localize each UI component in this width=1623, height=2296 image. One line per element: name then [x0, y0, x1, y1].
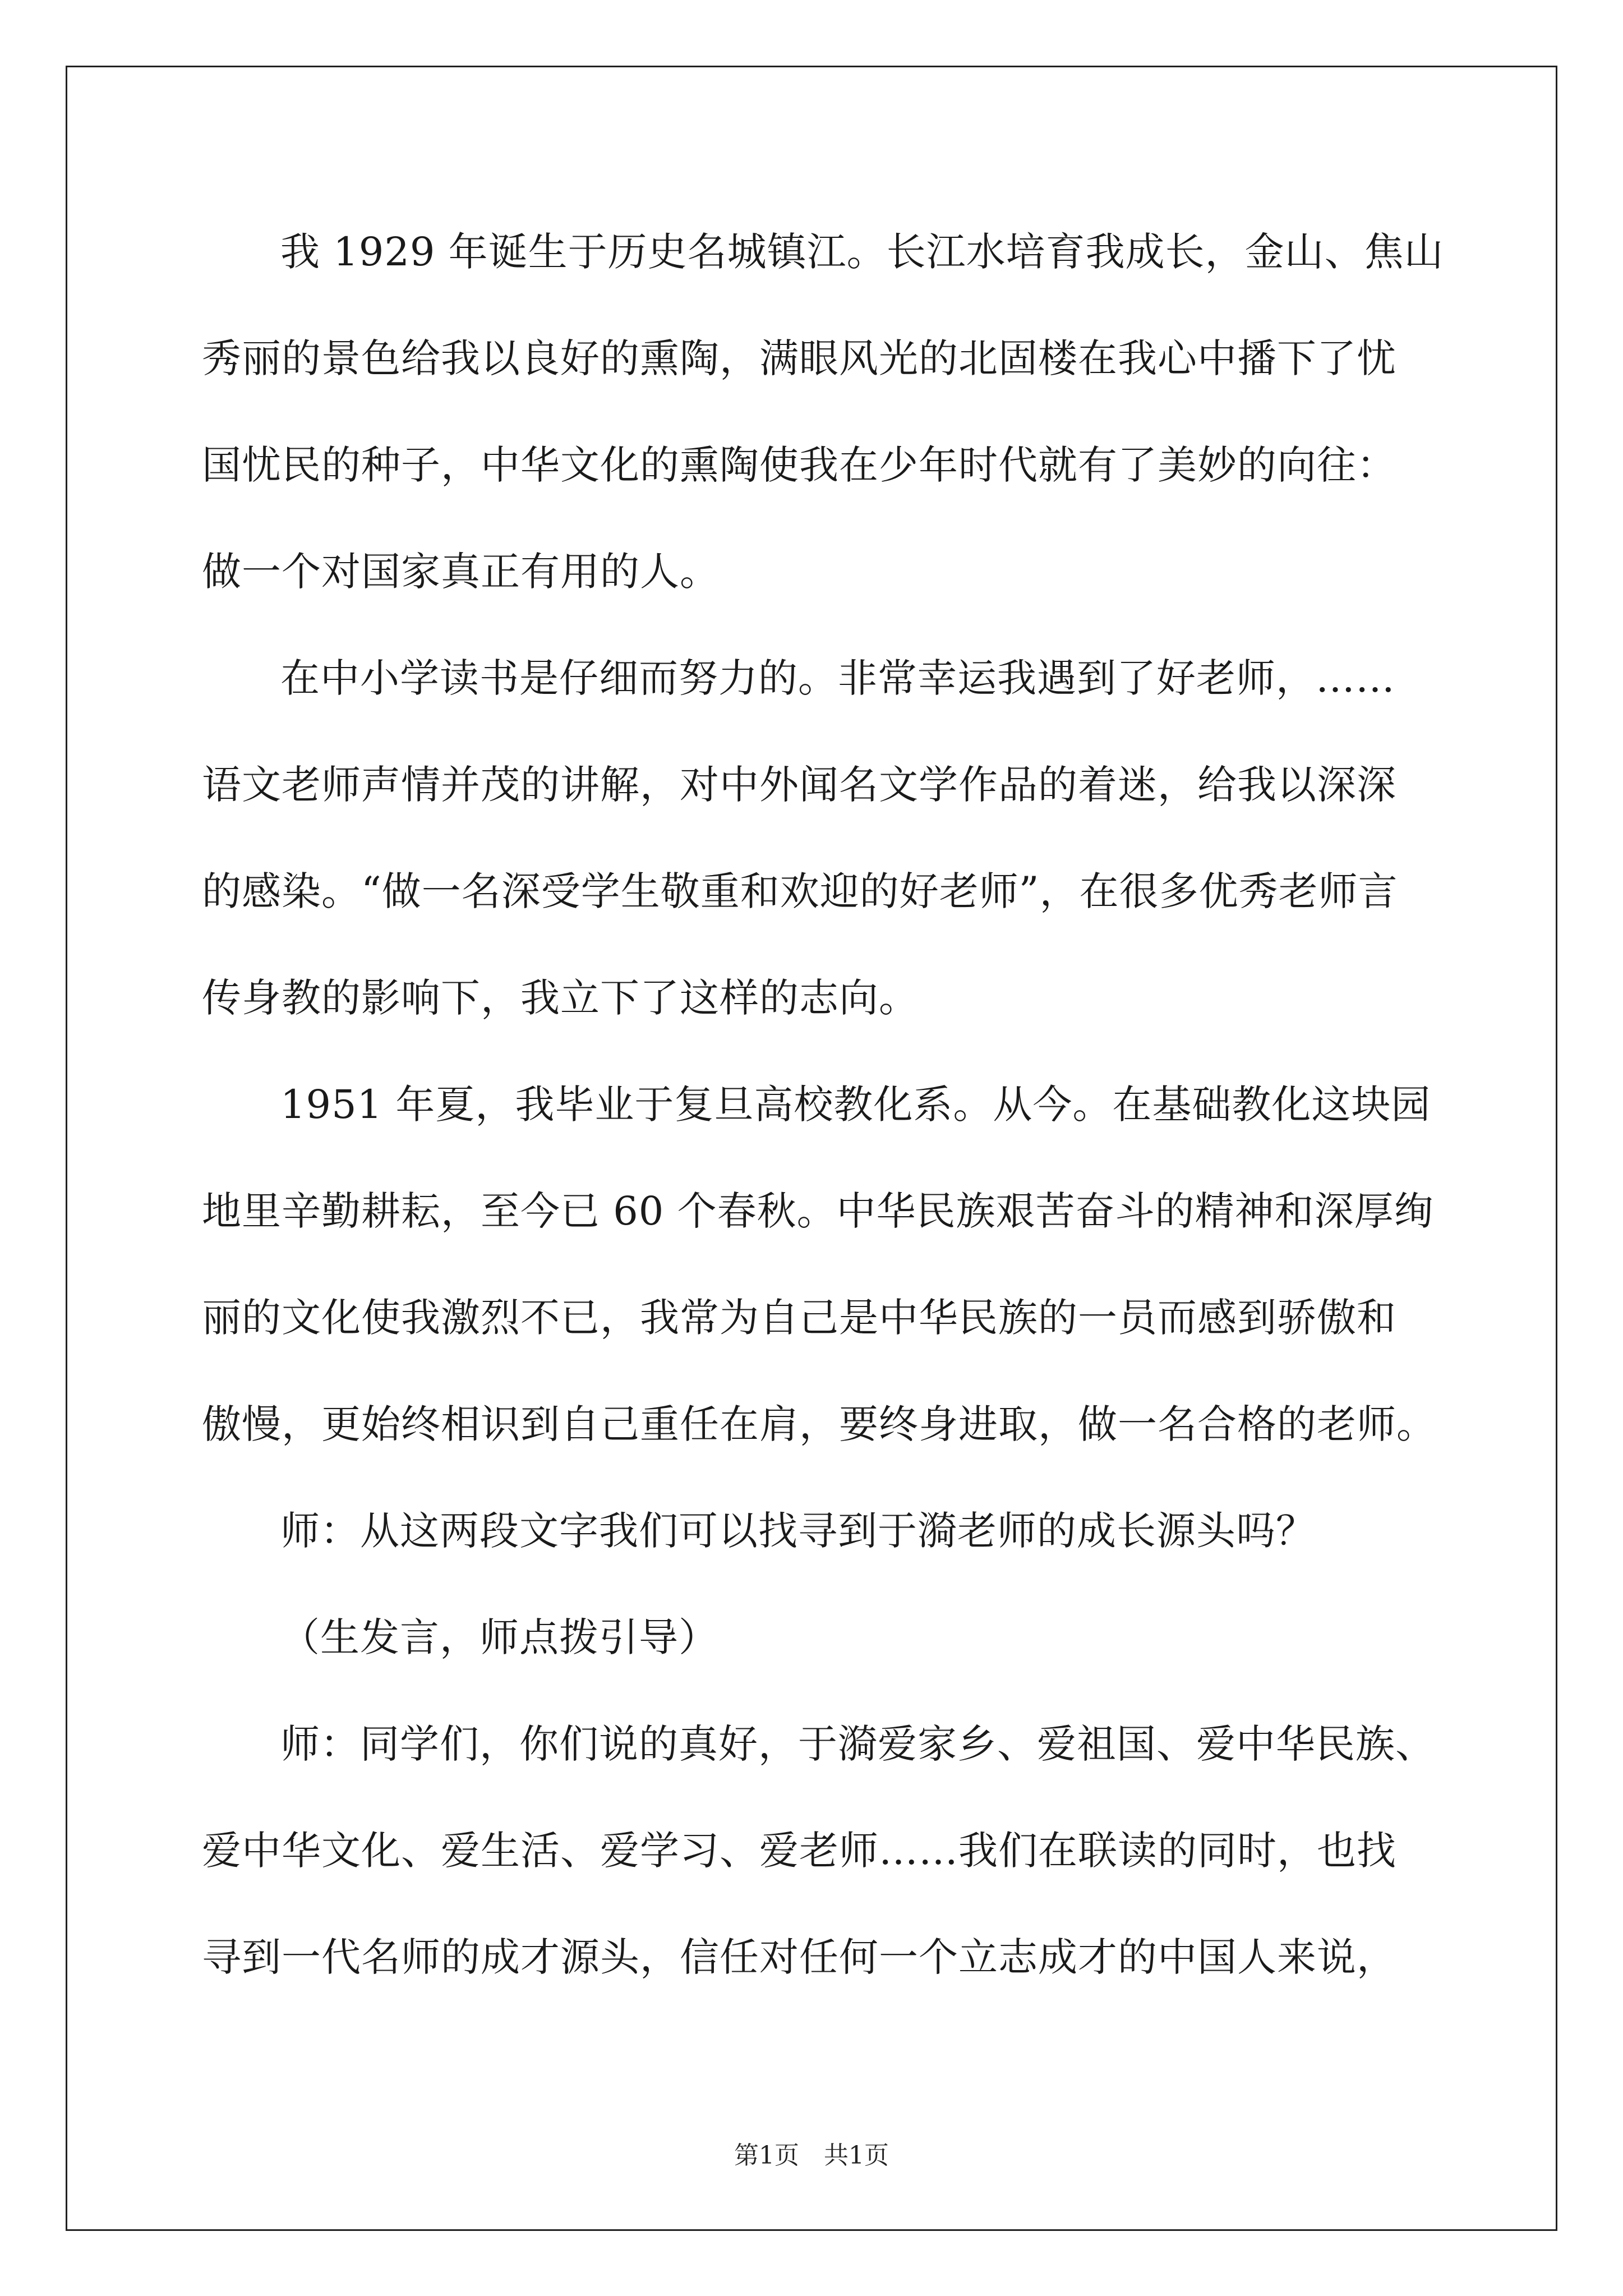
text-line: 语文老师声情并茂的讲解，对中外闻名文学作品的着迷，给我以深深 [202, 762, 1396, 808]
text-line: 在中小学读书是仔细而努力的。非常幸运我遇到了好老师，…… [280, 655, 1395, 701]
text-line: 的感染。“做一名深受学生敬重和欢迎的好老师”，在很多优秀老师言 [202, 868, 1398, 914]
text-line: （生发言，师点拨引导） [280, 1614, 718, 1660]
page-number: 第1页 [734, 2141, 799, 2170]
text-line: 寻到一代名师的成才源头，信任对任何一个立志成才的中国人来说， [202, 1934, 1396, 1980]
text-line: 我 1929 年诞生于历史名城镇江。长江水培育我成长，金山、焦山 [280, 229, 1444, 275]
page-total: 共1页 [824, 2141, 889, 2170]
document-body [202, 0, 1444, 2296]
text-line: 1951 年夏，我毕业于复旦高校教化系。从今。在基础教化这块园 [280, 1082, 1431, 1128]
text-line: 傲慢，更始终相识到自己重任在肩，要终身进取，做一名合格的老师。 [202, 1401, 1436, 1447]
text-line: 传身教的影响下，我立下了这样的志向。 [202, 975, 919, 1021]
text-line: 师：从这两段文字我们可以找寻到于漪老师的成长源头吗？ [280, 1508, 1316, 1554]
text-line: 丽的文化使我激烈不已，我常为自己是中华民族的一员而感到骄傲和 [202, 1295, 1396, 1341]
page-footer [0, 2140, 1623, 2171]
text-line: 地里辛勤耕耘，至今已 60 个春秋。中华民族艰苦奋斗的精神和深厚绚 [202, 1188, 1434, 1234]
text-line: 国忧民的种子，中华文化的熏陶使我在少年时代就有了美妙的向往： [202, 442, 1396, 488]
text-line: 师：同学们，你们说的真好，于漪爱家乡、爱祖国、爱中华民族、 [280, 1721, 1435, 1767]
text-line: 秀丽的景色给我以良好的熏陶，满眼风光的北固楼在我心中播下了忧 [202, 335, 1396, 381]
text-line: 做一个对国家真正有用的人。 [202, 549, 720, 595]
text-line: 爱中华文化、爱生活、爱学习、爱老师……我们在联读的同时，也找 [202, 1828, 1396, 1874]
